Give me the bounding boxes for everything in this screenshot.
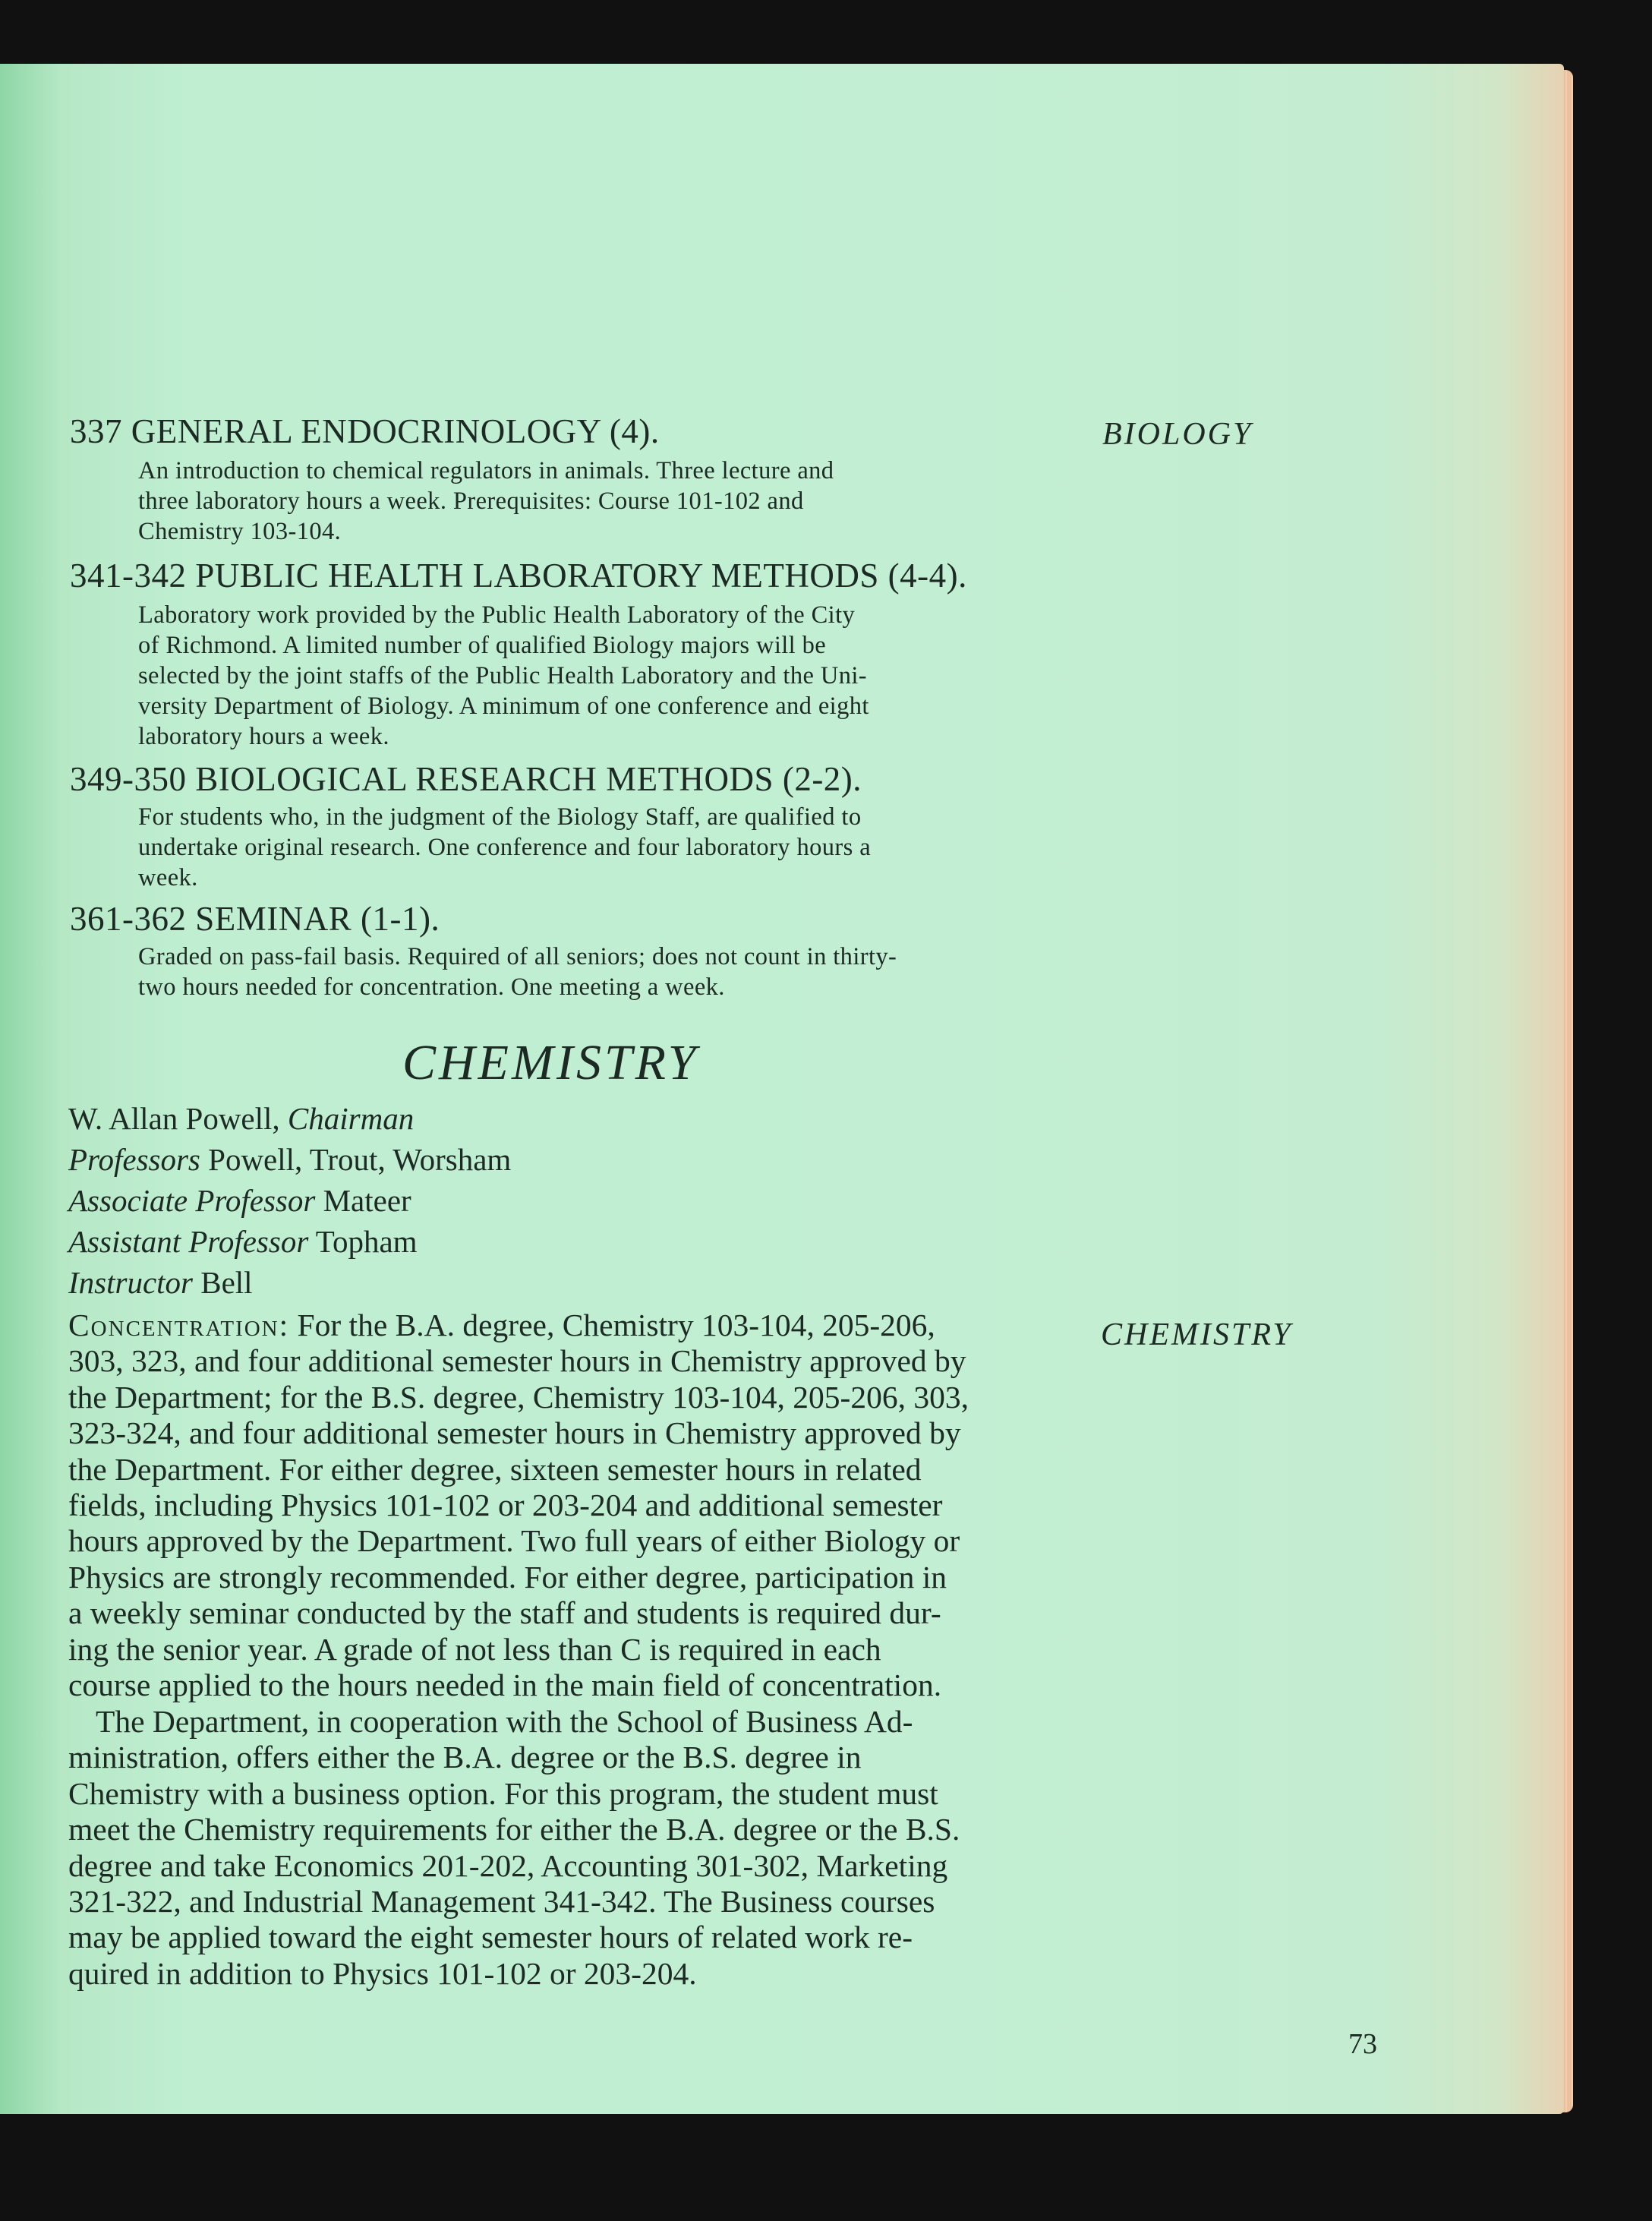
paragraph-line: a weekly seminar conducted by the staff and students is required dur-: [68, 1595, 941, 1631]
faculty-role: Associate Professor: [68, 1183, 316, 1218]
paragraph-line: The Department, in cooperation with the School of Business Ad-: [96, 1704, 913, 1739]
paragraph-line: 321-322, and Industrial Management 341-342. The Business courses: [68, 1884, 935, 1920]
faculty-role: Chairman: [287, 1101, 415, 1136]
paragraph-line: fields, including Physics 101-102 or 203-204 and additional semester: [68, 1488, 943, 1523]
faculty-professors: [68, 1139, 511, 1180]
paragraph-line: meet the Chemistry requirements for either the B.A. degree or the B.S.: [68, 1812, 960, 1847]
paragraph-line: 303, 323, and four additional semester hours in Chemistry approved by: [68, 1343, 966, 1379]
course-desc-line: Laboratory work provided by the Public Health Laboratory of the City: [138, 601, 856, 629]
paragraph-line: quired in addition to Physics 101-102 or 203-204.: [68, 1955, 697, 1991]
course-description-341-342: [138, 600, 1043, 752]
paragraph-line: ing the senior year. A grade of not less than C is required in each: [68, 1631, 881, 1667]
faculty-names: Topham: [308, 1224, 418, 1259]
course-desc-line: three laboratory hours a week. Prerequisites: Course 101-102 and: [138, 487, 804, 515]
faculty-instructor: [68, 1262, 511, 1303]
faculty-assistant-professor: [68, 1221, 511, 1262]
faculty-names: Powell, Trout, Worsham: [200, 1142, 512, 1177]
paragraph-line: Chemistry with a business option. For this program, the student must: [68, 1775, 938, 1811]
paragraph-line: the Department; for the B.S. degree, Chemistry 103-104, 205-206, 303,: [68, 1379, 969, 1415]
course-desc-line: An introduction to chemical regulators in animals. Three lecture and: [138, 457, 834, 484]
faculty-chairman: [68, 1098, 511, 1139]
course-heading-361-362: 361-362 SEMINAR (1-1).: [70, 900, 440, 938]
course-desc-line: Chemistry 103-104.: [138, 518, 342, 545]
concentration-paragraph: [68, 1308, 1042, 1703]
business-option-paragraph: [68, 1704, 1042, 1992]
course-heading-349-350: 349-350 BIOLOGICAL RESEARCH METHODS (2-2).: [70, 760, 862, 798]
paragraph-line: 323-324, and four additional semester hours in Chemistry approved by: [68, 1415, 961, 1451]
course-desc-line: Graded on pass-fail basis. Required of all seniors; does not count in thirty-: [138, 943, 897, 970]
course-desc-line: versity Department of Biology. A minimum of one conference and eight: [138, 692, 869, 720]
margin-label-biology: BIOLOGY: [1102, 417, 1253, 452]
paragraph-line: Physics are strongly recommended. For either degree, participation in: [68, 1559, 947, 1595]
department-title: CHEMISTRY: [402, 1035, 699, 1090]
course-description-361-362: [138, 942, 1043, 1002]
faculty-names: Mateer: [315, 1183, 411, 1218]
faculty-names: W. Allan Powell,: [68, 1101, 288, 1136]
faculty-role: Professors: [68, 1142, 200, 1177]
paragraph-line: ministration, offers either the B.A. degree or the B.S. degree in: [68, 1740, 862, 1775]
course-desc-line: undertake original research. One conference and four laboratory hours a: [138, 834, 872, 861]
paragraph-line: course applied to the hours needed in the main field of concentration.: [68, 1667, 942, 1703]
faculty-associate-professor: [68, 1180, 511, 1221]
concentration-label: Concentration:: [68, 1308, 290, 1342]
faculty-names: Bell: [193, 1265, 253, 1300]
course-description-337: [138, 456, 1043, 547]
paragraph-line: degree and take Economics 201-202, Accounting 301-302, Marketing: [68, 1847, 948, 1883]
faculty-list: [68, 1098, 511, 1303]
paragraph-line: [68, 1308, 1042, 1343]
paragraph-line: may be applied toward the eight semester hours of related work re-: [68, 1920, 913, 1955]
course-desc-line: week.: [138, 864, 198, 891]
page-number: 73: [1348, 2028, 1377, 2060]
course-desc-line: of Richmond. A limited number of qualified Biology majors will be: [138, 632, 827, 659]
course-desc-line: laboratory hours a week.: [138, 723, 389, 750]
faculty-role: Assistant Professor: [68, 1224, 309, 1259]
faculty-role: Instructor: [68, 1265, 193, 1300]
course-desc-line: For students who, in the judgment of the Biology Staff, are qualified to: [138, 803, 862, 831]
course-desc-line: selected by the joint staffs of the Public Health Laboratory and the Uni-: [138, 662, 868, 689]
course-desc-line: two hours needed for concentration. One meeting a week.: [138, 973, 725, 1001]
paragraph-line: the Department. For either degree, sixteen semester hours in related: [68, 1451, 922, 1487]
paragraph-line: hours approved by the Department. Two full years of either Biology or: [68, 1523, 960, 1559]
course-heading-337: 337 GENERAL ENDOCRINOLOGY (4).: [70, 412, 660, 450]
margin-label-chemistry: CHEMISTRY: [1101, 1317, 1293, 1352]
course-description-349-350: [138, 802, 1043, 893]
paragraph-text: For the B.A. degree, Chemistry 103-104, 205-206,: [289, 1308, 935, 1342]
course-heading-341-342: 341-342 PUBLIC HEALTH LABORATORY METHODS (4-4).: [70, 557, 967, 595]
